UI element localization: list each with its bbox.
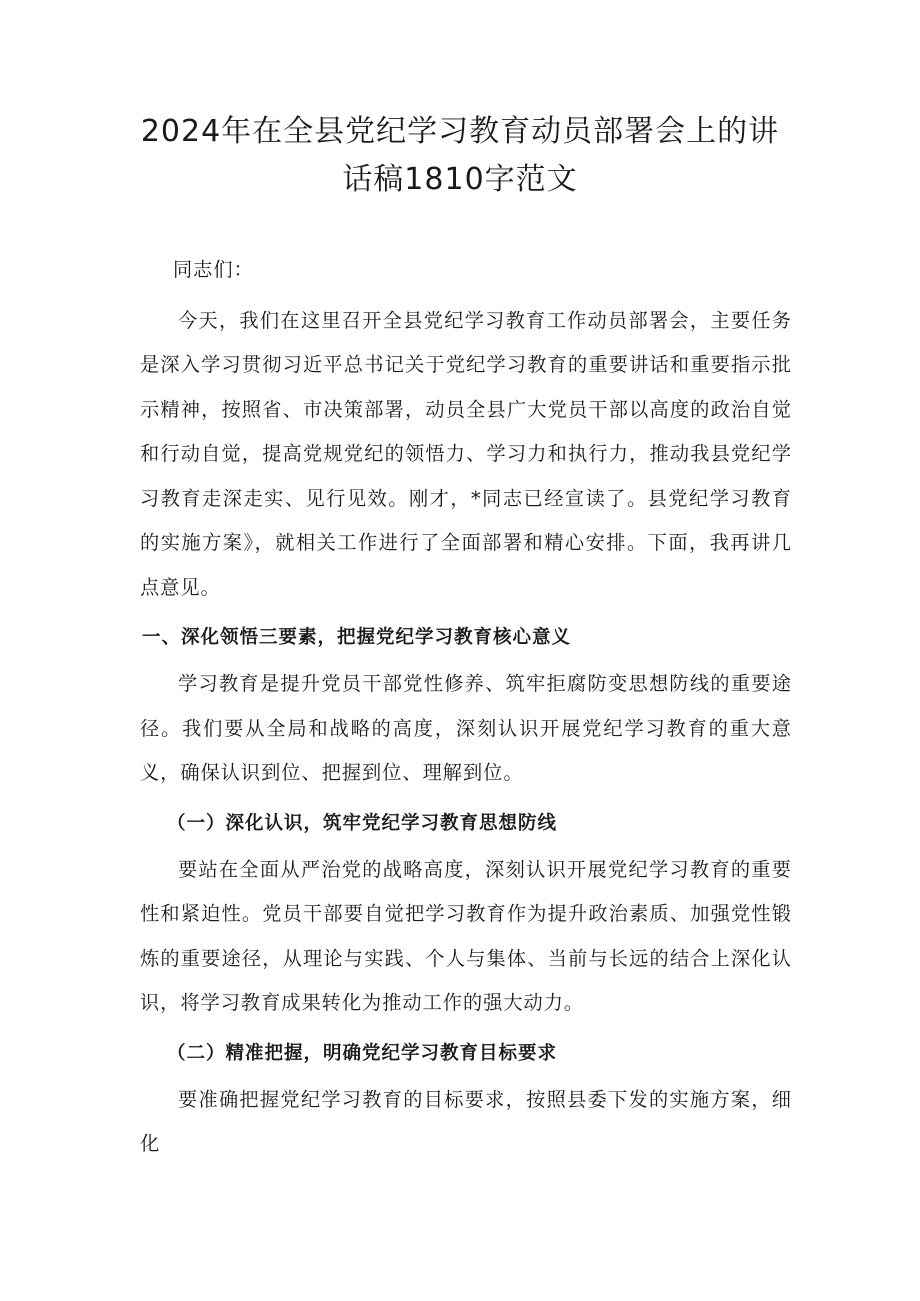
title-line-2: 话稿1810字范文 bbox=[342, 162, 578, 197]
paragraph-section-1: 学习教育是提升党员干部党性修养、筑牢拒腐防变思想防线的重要途径。我们要从全局和战略的高度，深刻认识开展党纪学习教育的重大意义，确保认识到位、把握到位、理解到位。 bbox=[140, 672, 792, 784]
document-body bbox=[140, 248, 792, 1167]
document-title bbox=[110, 108, 810, 204]
subsection-heading-1: （一）深化认识，筑牢党纪学习教育思想防线 bbox=[167, 812, 558, 834]
paragraph-subsection-1: 要站在全面从严治党的战略高度，深刻认识开展党纪学习教育的重要性和紧迫性。党员干部要自觉把学习教育作为提升政治素质、加强党性锻炼的重要途径，从理论与实践、个人与集体、当前与长远的结合上深化认识，将学习教育成果转化为推动工作的强大动力。 bbox=[140, 857, 792, 1014]
salutation: 同志们： bbox=[173, 258, 254, 281]
section-heading-1: 一、深化领悟三要素，把握党纪学习教育核心意义 bbox=[142, 627, 572, 648]
paragraph-subsection-2: 要准确把握党纪学习教育的目标要求，按照县委下发的实施方案，细化 bbox=[140, 1087, 792, 1155]
title-line-1: 2024年在全县党纪学习教育动员部署会上的讲 bbox=[140, 114, 780, 149]
paragraph-intro: 今天，我们在这里召开全县党纪学习教育工作动员部署会，主要任务是深入学习贯彻习近平总书记关于党纪学习教育的重要讲话和重要指示批示精神，按照省、市决策部署，动员全县广大党员干部以高度的政治自觉和行动自觉，提高党规党纪的领悟力、学习力和执行力，推动我县党纪学习教育走深走实、见行见效。刚才，*同志已经宣读了。县党纪学习教育的实施方案》，就相关工作进行了全面部署和精心安排。下面，我再讲几点意见。 bbox=[140, 308, 792, 599]
subsection-heading-2: （二）精准把握，明确党纪学习教育目标要求 bbox=[167, 1042, 558, 1064]
